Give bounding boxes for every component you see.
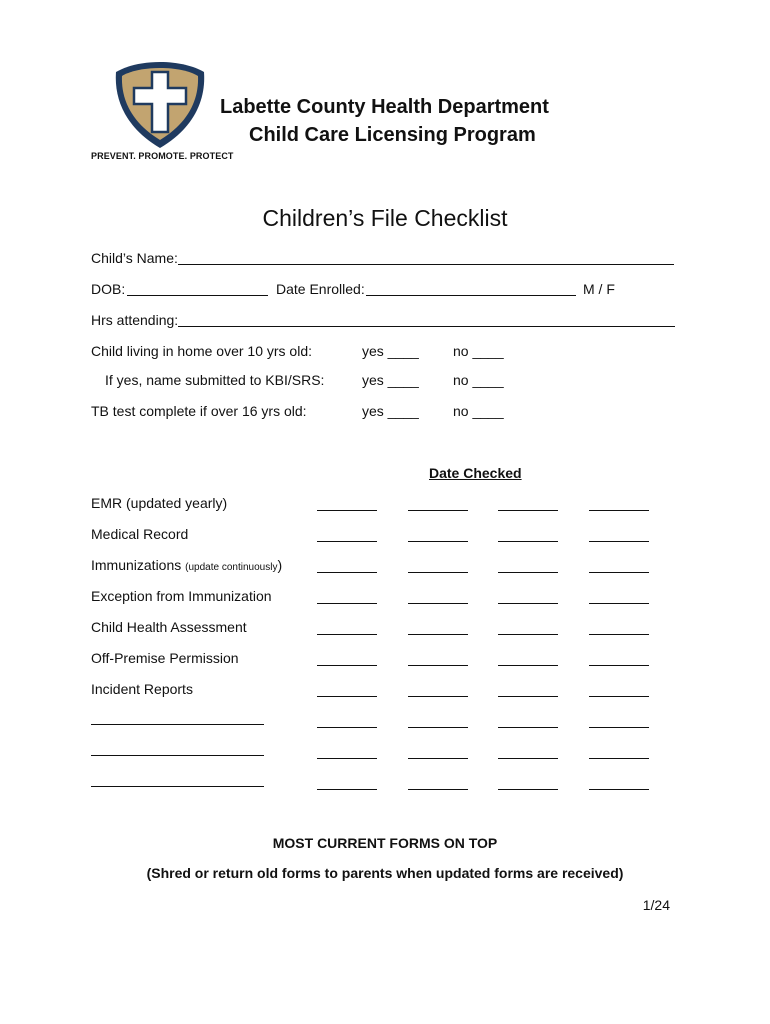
date-checked-field[interactable] bbox=[408, 634, 468, 635]
date-checked-field[interactable] bbox=[408, 696, 468, 697]
date-checked-heading: Date Checked bbox=[429, 465, 522, 481]
shred-note: (Shred or return old forms to parents when updated forms are received) bbox=[146, 865, 624, 881]
date-checked-field[interactable] bbox=[317, 758, 377, 759]
date-checked-field[interactable] bbox=[498, 510, 558, 511]
date-checked-field[interactable] bbox=[498, 634, 558, 635]
date-enrolled-label: Date Enrolled: bbox=[276, 281, 365, 297]
date-checked-field[interactable] bbox=[589, 572, 649, 573]
date-checked-field[interactable] bbox=[408, 758, 468, 759]
date-checked-field[interactable] bbox=[408, 510, 468, 511]
shield-cross-icon bbox=[114, 60, 206, 150]
date-checked-field[interactable] bbox=[408, 727, 468, 728]
date-checked-field[interactable] bbox=[589, 510, 649, 511]
date-checked-field[interactable] bbox=[317, 541, 377, 542]
date-checked-field[interactable] bbox=[317, 510, 377, 511]
date-checked-field[interactable] bbox=[589, 665, 649, 666]
date-checked-field[interactable] bbox=[317, 696, 377, 697]
date-checked-field[interactable] bbox=[589, 603, 649, 604]
date-checked-field[interactable] bbox=[498, 665, 558, 666]
date-checked-field[interactable] bbox=[498, 789, 558, 790]
no-option[interactable]: no ____ bbox=[453, 343, 504, 359]
forms-note: MOST CURRENT FORMS ON TOP bbox=[272, 835, 498, 851]
page-title: Children’s File Checklist bbox=[262, 205, 508, 231]
hrs-attending-label: Hrs attending: bbox=[91, 312, 179, 328]
checklist-item-health-assessment: Child Health Assessment bbox=[91, 619, 247, 635]
tagline: PREVENT. PROMOTE. PROTECT bbox=[91, 151, 234, 161]
date-checked-field[interactable] bbox=[589, 727, 649, 728]
childs-name-field[interactable] bbox=[178, 264, 674, 265]
custom-item-field[interactable] bbox=[91, 724, 264, 725]
checklist-item-incident-reports: Incident Reports bbox=[91, 681, 193, 697]
childs-name-label: Child’s Name: bbox=[91, 250, 178, 266]
date-checked-field[interactable] bbox=[317, 727, 377, 728]
immunizations-close: ) bbox=[277, 557, 283, 573]
question-label: Child living in home over 10 yrs old: bbox=[91, 343, 312, 359]
custom-item-field[interactable] bbox=[91, 755, 264, 756]
date-checked-field[interactable] bbox=[589, 696, 649, 697]
date-checked-field[interactable] bbox=[408, 572, 468, 573]
no-option[interactable]: no ____ bbox=[453, 372, 504, 388]
gender-option[interactable]: M / F bbox=[583, 281, 615, 297]
date-checked-field[interactable] bbox=[317, 789, 377, 790]
date-checked-field[interactable] bbox=[408, 665, 468, 666]
checklist-item-immunizations bbox=[91, 557, 282, 573]
date-enrolled-field[interactable] bbox=[366, 295, 576, 296]
immunizations-label: Immunizations bbox=[91, 557, 182, 573]
question-label: If yes, name submitted to KBI/SRS: bbox=[105, 372, 325, 388]
date-checked-field[interactable] bbox=[498, 541, 558, 542]
org-name: Labette County Health Department bbox=[220, 96, 549, 118]
hrs-attending-field[interactable] bbox=[178, 326, 675, 327]
date-checked-field[interactable] bbox=[589, 789, 649, 790]
yes-option[interactable]: yes ____ bbox=[362, 372, 419, 388]
date-checked-field[interactable] bbox=[498, 696, 558, 697]
question-label: TB test complete if over 16 yrs old: bbox=[91, 403, 307, 419]
date-checked-field[interactable] bbox=[408, 541, 468, 542]
custom-item-field[interactable] bbox=[91, 786, 264, 787]
date-checked-field[interactable] bbox=[498, 758, 558, 759]
date-checked-field[interactable] bbox=[317, 572, 377, 573]
dob-label: DOB: bbox=[91, 281, 126, 297]
program-name: Child Care Licensing Program bbox=[249, 124, 536, 146]
yes-option[interactable]: yes ____ bbox=[362, 403, 419, 419]
date-checked-field[interactable] bbox=[408, 789, 468, 790]
checklist-item-emr: EMR (updated yearly) bbox=[91, 495, 228, 511]
checklist-item-medical-record: Medical Record bbox=[91, 526, 189, 542]
date-checked-field[interactable] bbox=[317, 603, 377, 604]
immunizations-note: (update continuously bbox=[185, 562, 278, 573]
date-checked-field[interactable] bbox=[317, 665, 377, 666]
dob-field[interactable] bbox=[127, 295, 268, 296]
date-checked-field[interactable] bbox=[589, 758, 649, 759]
no-option[interactable]: no ____ bbox=[453, 403, 504, 419]
page-number: 1/24 bbox=[642, 897, 670, 913]
date-checked-field[interactable] bbox=[498, 603, 558, 604]
yes-option[interactable]: yes ____ bbox=[362, 343, 419, 359]
date-checked-field[interactable] bbox=[498, 572, 558, 573]
date-checked-field[interactable] bbox=[408, 603, 468, 604]
date-checked-field[interactable] bbox=[589, 541, 649, 542]
date-checked-field[interactable] bbox=[589, 634, 649, 635]
health-department-logo bbox=[114, 60, 206, 150]
date-checked-field[interactable] bbox=[317, 634, 377, 635]
checklist-item-exception: Exception from Immunization bbox=[91, 588, 272, 604]
date-checked-field[interactable] bbox=[498, 727, 558, 728]
checklist-item-off-premise: Off-Premise Permission bbox=[91, 650, 239, 666]
